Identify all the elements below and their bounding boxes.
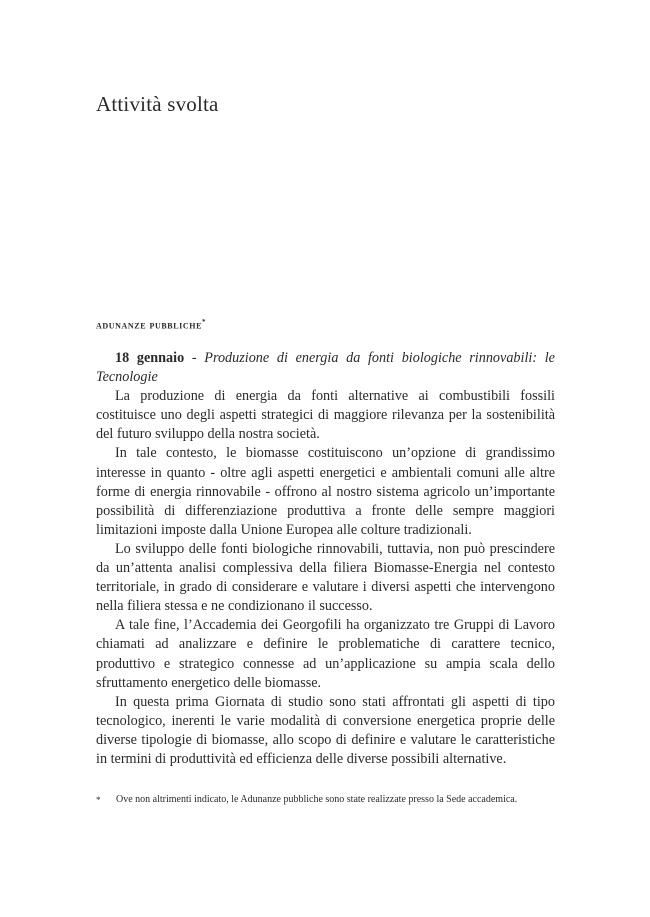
event-date: 18 gennaio: [115, 350, 185, 366]
paragraph-5: In questa prima Giornata di studio sono stati affrontati gli aspetti di tipo tecnologico, inerenti le varie modalità di conversione energetica proprie delle diverse tipologie di biomasse, allo scopo di definire e valutare le caratteristiche in termini di produttività ed efficienza delle diverse possibili alternative.: [96, 693, 555, 767]
event-separator: -: [184, 350, 205, 366]
paragraph-1: La produzione di energia da fonti alternative ai combustibili fossili costituisce uno degli aspetti strategici di maggiore rilevanza per la sostenibilità del futuro sviluppo della nostra società.: [96, 388, 555, 443]
chapter-title: Attività svolta: [96, 92, 219, 116]
paragraph-2: In tale contesto, le biomasse costituiscono un’opzione di grandissimo interesse in quanto - oltre agli aspetti energetici e ambientali comuni alle altre forme di energia rinnovabile - offrono al nostro sistema agricolo un’importante possibilità di differenziazione produttiva a fronte delle sempre maggiori limitazioni imposte dalla Unione Europea alle colture tradizionali.: [96, 445, 555, 538]
footnote: [96, 793, 555, 807]
event-heading: [96, 349, 555, 387]
section-heading-text: adunanze pubbliche: [96, 319, 203, 332]
footnote-marker: *: [96, 795, 101, 805]
section-heading: [96, 318, 206, 332]
footnote-text: Ove non altrimenti indicato, le Adunanze pubbliche sono state realizzate presso la Sede accademica.: [116, 794, 518, 805]
event-title: Produzione di energia da fonti biologiche rinnovabili: le Tecnologie: [96, 350, 555, 386]
paragraph-4: A tale fine, l’Accademia dei Georgofili ha organizzato tre Gruppi di Lavoro chiamati ad analizzare e definire le problematiche di carattere tecnico, produttivo e strategico connesse ad un’applicazione su ampia scala dello sfruttamento energetico delle biomasse.: [96, 617, 555, 691]
footnote-reference: *: [202, 318, 207, 326]
body-text: [96, 349, 555, 769]
paragraph-3: Lo sviluppo delle fonti biologiche rinnovabili, tuttavia, non può prescindere da un’attenta analisi complessiva della filiera Biomasse-Energia nel contesto territoriale, in grado di considerare e valutare i diversi aspetti che intervengono nella filiera stessa e ne condizionano il successo.: [96, 540, 555, 615]
